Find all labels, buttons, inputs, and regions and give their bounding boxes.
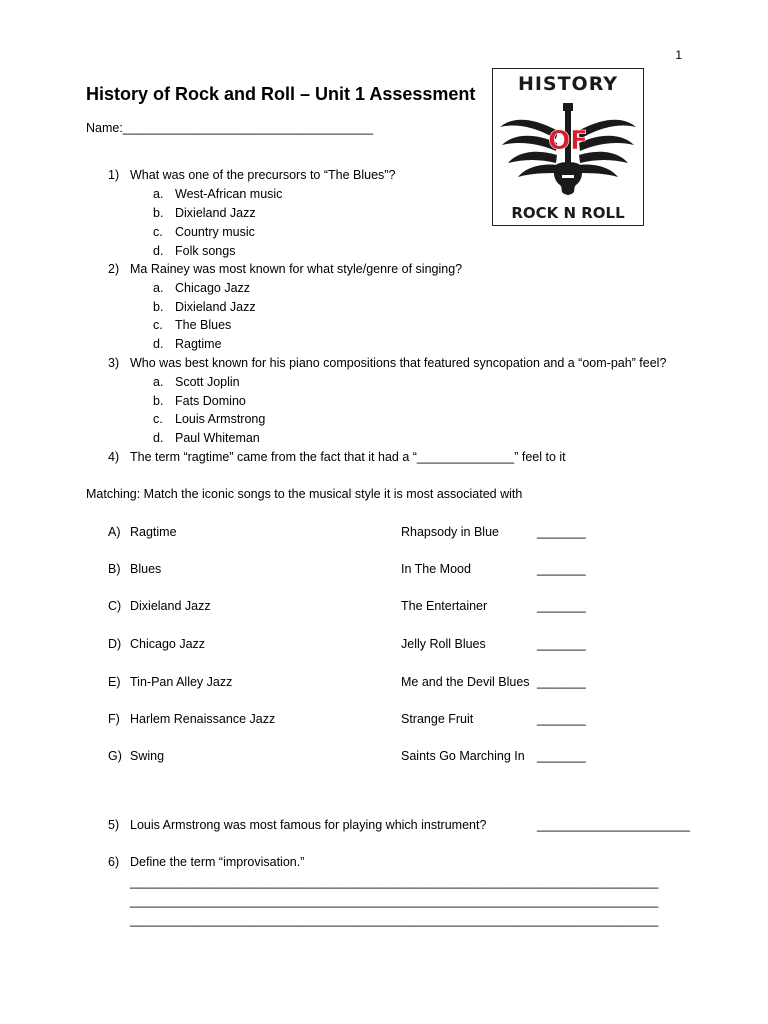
name-blank[interactable]: ____________________________________ (122, 121, 374, 135)
option-letter: c. (153, 412, 163, 426)
option-letter: a. (153, 375, 164, 389)
matching-style: Swing (130, 749, 165, 763)
matching-song: Rhapsody in Blue (401, 525, 499, 539)
matching-style: Chicago Jazz (130, 637, 206, 651)
page-title: History of Rock and Roll – Unit 1 Assessment (86, 84, 476, 104)
matching-letter: G) (108, 749, 122, 763)
matching-style-g (108, 749, 164, 763)
matching-style: Dixieland Jazz (130, 599, 211, 613)
q5-answer-blank[interactable]: ______________________ (537, 818, 690, 832)
matching-style: Harlem Renaissance Jazz (130, 712, 276, 726)
question-text: Louis Armstrong was most famous for playing which instrument? (130, 818, 487, 832)
matching-style: Tin-Pan Alley Jazz (130, 675, 233, 689)
matching-style-f (108, 712, 275, 726)
q1-option-b[interactable] (153, 206, 256, 220)
q2-option-b[interactable] (153, 300, 256, 314)
option-letter: d. (153, 431, 164, 445)
q3-option-c[interactable] (153, 412, 265, 426)
matching-answer-blank[interactable]: _______ (537, 749, 586, 763)
option-letter: b. (153, 394, 164, 408)
option-text: Chicago Jazz (175, 281, 251, 295)
matching-song: Jelly Roll Blues (401, 637, 486, 651)
history-of-rock-n-roll-logo (492, 68, 644, 226)
q6-answer-line[interactable]: ____________________________________________________________________________ (130, 875, 659, 889)
question-number: 6) (108, 855, 120, 869)
matching-letter: D) (108, 637, 122, 651)
matching-style-c (108, 599, 211, 613)
matching-style: Blues (130, 562, 162, 576)
option-text: Folk songs (175, 244, 236, 258)
q1-option-c[interactable] (153, 225, 255, 239)
logo-text-rock-n-roll: ROCK N ROLL (511, 204, 625, 222)
logo-text-of: OF (548, 126, 588, 156)
matching-style-d (108, 637, 205, 651)
q6-answer-line[interactable]: ____________________________________________________________________________ (130, 913, 659, 927)
option-letter: a. (153, 187, 164, 201)
question-number: 2) (108, 262, 120, 276)
matching-answer-blank[interactable]: _______ (537, 712, 586, 726)
matching-style-e (108, 675, 232, 689)
matching-answer-blank[interactable]: _______ (537, 562, 586, 576)
option-letter: d. (153, 244, 164, 258)
matching-style-a (108, 525, 177, 539)
question-2 (108, 262, 462, 276)
q2-option-c[interactable] (153, 318, 231, 332)
question-text: The term “ragtime” came from the fact that it had a “______________” feel to it (130, 450, 566, 464)
option-text: Louis Armstrong (175, 412, 266, 426)
option-text: Dixieland Jazz (175, 300, 256, 314)
q2-option-a[interactable] (153, 281, 250, 295)
matching-answer-blank[interactable]: _______ (537, 637, 586, 651)
matching-song: Saints Go Marching In (401, 749, 525, 763)
question-1 (108, 168, 395, 182)
option-text: Paul Whiteman (175, 431, 260, 445)
matching-letter: E) (108, 675, 121, 689)
q1-option-a[interactable] (153, 187, 282, 201)
matching-song: The Entertainer (401, 599, 488, 613)
name-label: Name: (86, 121, 123, 135)
option-letter: b. (153, 206, 164, 220)
option-text: West-African music (175, 187, 283, 201)
winged-guitar-icon (496, 101, 640, 199)
matching-answer-blank[interactable]: _______ (537, 599, 586, 613)
q1-option-d[interactable] (153, 244, 235, 258)
question-4[interactable] (108, 450, 566, 464)
q3-option-d[interactable] (153, 431, 260, 445)
question-text: What was one of the precursors to “The Blues”? (130, 168, 396, 182)
question-5 (108, 818, 486, 832)
question-3 (108, 356, 666, 370)
q2-option-d[interactable] (153, 337, 222, 351)
q6-answer-line[interactable]: ____________________________________________________________________________ (130, 894, 659, 908)
matching-song: Me and the Devil Blues (401, 675, 530, 689)
option-letter: c. (153, 318, 163, 332)
option-letter: d. (153, 337, 164, 351)
matching-style: Ragtime (130, 525, 177, 539)
question-text: Who was best known for his piano compositions that featured syncopation and a “oom-pah” feel? (130, 356, 667, 370)
question-number: 1) (108, 168, 120, 182)
option-text: Scott Joplin (175, 375, 240, 389)
matching-letter: A) (108, 525, 121, 539)
matching-answer-blank[interactable]: _______ (537, 525, 586, 539)
matching-letter: B) (108, 562, 121, 576)
question-number: 3) (108, 356, 120, 370)
option-text: The Blues (175, 318, 232, 332)
q3-option-a[interactable] (153, 375, 240, 389)
question-text: Define the term “improvisation.” (130, 855, 305, 869)
name-field[interactable] (86, 121, 373, 135)
question-text: Ma Rainey was most known for what style/genre of singing? (130, 262, 463, 276)
matching-letter: F) (108, 712, 120, 726)
logo-text-history: HISTORY (517, 73, 619, 95)
question-number: 5) (108, 818, 120, 832)
matching-instructions: Matching: Match the iconic songs to the musical style it is most associated with (86, 487, 523, 501)
option-text: Dixieland Jazz (175, 206, 256, 220)
option-text: Ragtime (175, 337, 222, 351)
q3-option-b[interactable] (153, 394, 246, 408)
page-number: 1 (675, 48, 682, 62)
matching-style-b (108, 562, 161, 576)
matching-answer-blank[interactable]: _______ (537, 675, 586, 689)
matching-song: In The Mood (401, 562, 471, 576)
option-letter: c. (153, 225, 163, 239)
matching-letter: C) (108, 599, 122, 613)
option-letter: a. (153, 281, 164, 295)
option-text: Fats Domino (175, 394, 246, 408)
matching-song: Strange Fruit (401, 712, 474, 726)
option-text: Country music (175, 225, 255, 239)
option-letter: b. (153, 300, 164, 314)
question-6 (108, 855, 304, 869)
question-number: 4) (108, 450, 120, 464)
